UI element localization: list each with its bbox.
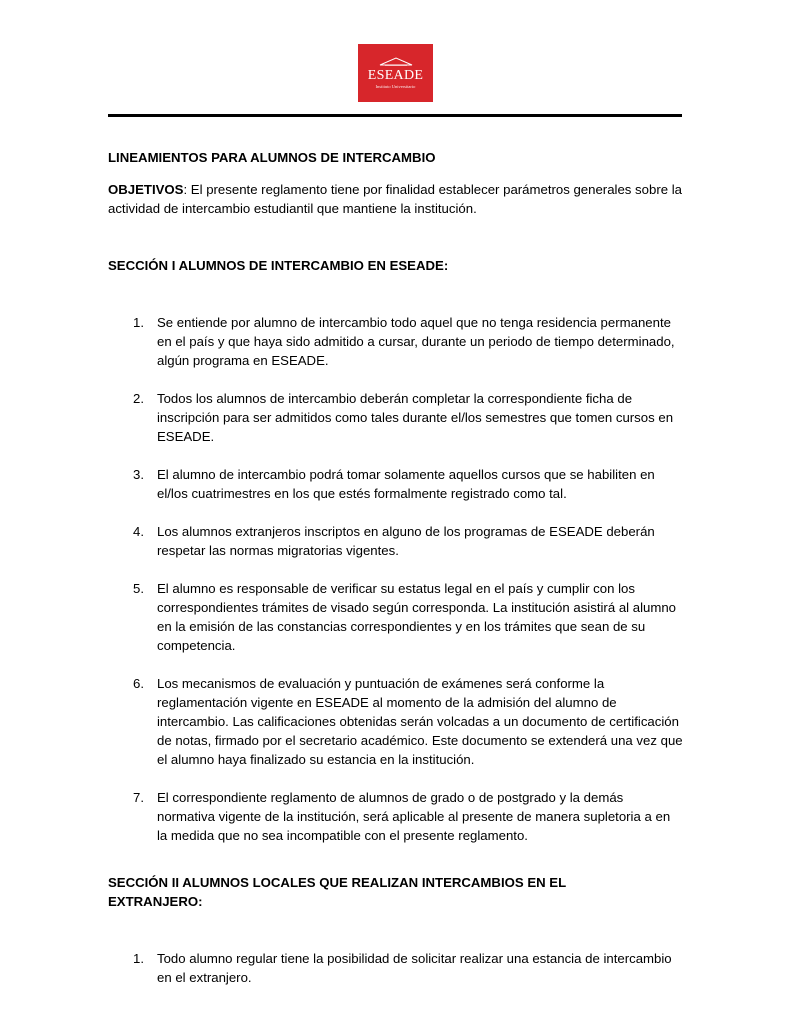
- item-number: 6.: [133, 676, 144, 691]
- building-roof-icon: [378, 57, 414, 66]
- list-item: [108, 579, 683, 655]
- document-body: [108, 148, 683, 987]
- document-title: LINEAMIENTOS PARA ALUMNOS DE INTERCAMBIO: [108, 150, 436, 165]
- logo-name: ESEADE: [367, 67, 424, 83]
- item-number: 5.: [133, 581, 144, 596]
- item-number: 4.: [133, 524, 144, 539]
- list-item: [108, 788, 683, 845]
- list-item: [108, 522, 683, 560]
- list-item: [108, 389, 683, 446]
- item-number: 7.: [133, 790, 144, 805]
- section1-heading: SECCIÓN I ALUMNOS DE INTERCAMBIO EN ESEADE:: [108, 258, 449, 273]
- logo-subtitle: Instituto Universitario: [375, 83, 416, 89]
- item-text: El alumno de intercambio podrá tomar solamente aquellos cursos que se habiliten en el/los cuatrimestres en los que estés formalmente registrado como tal.: [157, 467, 655, 501]
- item-number: 1.: [133, 951, 144, 966]
- section2-heading: SECCIÓN II ALUMNOS LOCALES QUE REALIZAN INTERCAMBIOS EN EL EXTRANJERO:: [108, 875, 566, 909]
- item-number: 1.: [133, 315, 144, 330]
- list-item: [108, 465, 683, 503]
- list-item: [108, 674, 683, 769]
- item-text: Los mecanismos de evaluación y puntuación de exámenes será conforme la reglamentación vigente en ESEADE al momento de la admisión del alumno de intercambio. Las calificaciones obtenidas serán volcadas a un documento de certificación de notas, firmado por el secretario académico. Este documento se extenderá una vez que el alumno haya finalizado su estancia en la institución.: [157, 676, 683, 767]
- item-text: El alumno es responsable de verificar su estatus legal en el país y cumplir con los correspondientes trámites de visado según corresponda. La institución asistirá al alumno en la emisión de las constancias correspondientes y en los trámites que sean de su competencia.: [157, 581, 676, 653]
- item-text: Los alumnos extranjeros inscriptos en alguno de los programas de ESEADE deberán respetar las normas migratorias vigentes.: [157, 524, 655, 558]
- objectives-label: OBJETIVOS: [108, 182, 184, 197]
- list-item: [108, 313, 683, 370]
- section1-list: [108, 313, 683, 845]
- item-number: 3.: [133, 467, 144, 482]
- item-text: Todo alumno regular tiene la posibilidad de solicitar realizar una estancia de intercambio en el extranjero.: [157, 951, 672, 985]
- header-rule: [108, 114, 682, 117]
- section2-list: [108, 949, 683, 987]
- item-text: Se entiende por alumno de intercambio todo aquel que no tenga residencia permanente en el país y que haya sido admitido a cursar, durante un periodo de tiempo determinado, algún programa en ESEADE.: [157, 315, 675, 368]
- list-item: [108, 949, 683, 987]
- objectives-text: : El presente reglamento tiene por finalidad establecer parámetros generales sobre la actividad de intercambio estudiantil que mantiene la institución.: [108, 182, 682, 216]
- eseade-logo: [358, 44, 433, 102]
- objectives-paragraph: [108, 180, 683, 218]
- item-text: El correspondiente reglamento de alumnos de grado o de postgrado y la demás normativa vigente de la institución, será aplicable al presente de manera supletoria a en la medida que no sea incompatible con el presente reglamento.: [157, 790, 671, 843]
- item-text: Todos los alumnos de intercambio deberán completar la correspondiente ficha de inscripción para ser admitidos como tales durante el/los semestres que tomen cursos en ESEADE.: [157, 391, 674, 444]
- item-number: 2.: [133, 391, 144, 406]
